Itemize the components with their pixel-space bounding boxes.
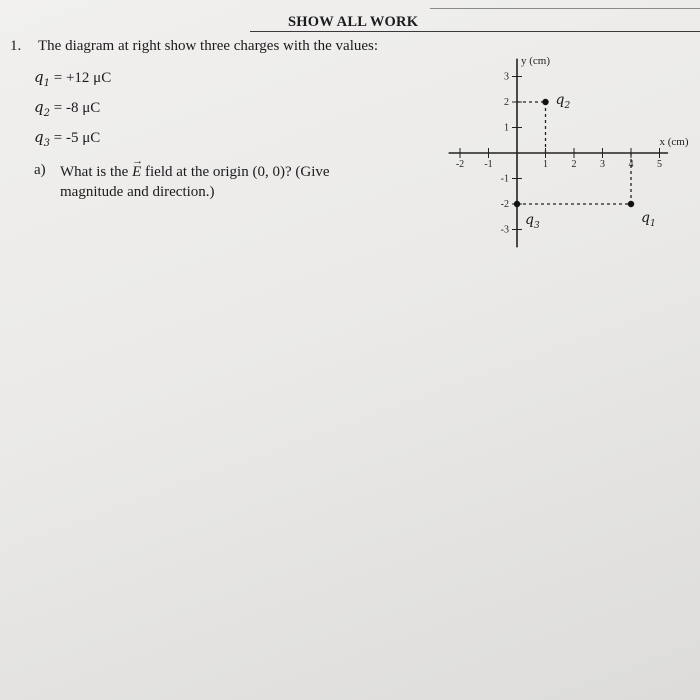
question-number: 1. (10, 38, 22, 54)
question-intro: The diagram at right show three charges with the values: (38, 38, 379, 54)
x-tick-label: 3 (600, 159, 605, 170)
y-axis-label: y (cm) (521, 54, 551, 67)
x-tick-label: -2 (455, 159, 465, 170)
coordinate-plane (449, 55, 689, 248)
part-a-question: What is the → E field at the origin (0, 0)? (Give magnitude and direction.) (60, 162, 390, 202)
top-rule (250, 31, 700, 32)
x-tick-label: 1 (543, 159, 548, 170)
charge-q3-value: $q_3 = -5$ μC (34, 128, 101, 149)
y-tick-label: 2 (504, 97, 509, 108)
electric-field-symbol: → E (132, 162, 141, 182)
x-tick-label: -1 (484, 159, 493, 170)
charge-diagram (440, 40, 700, 260)
part-a-label: a) (34, 162, 46, 178)
y-tick-label: -3 (500, 224, 509, 236)
y-tick-label: -2 (500, 199, 509, 210)
charge-q2-value: $q_2 = -8$ μC (34, 98, 101, 119)
charge-q2-label: $q_2$ (555, 92, 571, 111)
x-axis-label: x (cm) (659, 136, 689, 148)
charge-q1-label: $q_1$ (641, 210, 656, 229)
charge-q3-label: $q_3$ (525, 212, 540, 231)
charge-q1-value: $q_1 = +12$ μC (34, 68, 112, 89)
charge-q2-dot (542, 99, 548, 105)
charge-q1-dot (628, 201, 634, 207)
x-tick-label: 5 (657, 159, 662, 170)
top-rule-faint (430, 8, 700, 9)
page-heading: SHOW ALL WORK (288, 14, 419, 30)
y-tick-label: 3 (504, 71, 509, 83)
x-tick-label: 4 (628, 159, 634, 170)
charge-q3-dot (514, 201, 520, 207)
y-tick-label: 1 (504, 122, 509, 134)
x-tick-label: 2 (571, 159, 577, 170)
y-tick-label: -1 (500, 173, 509, 185)
